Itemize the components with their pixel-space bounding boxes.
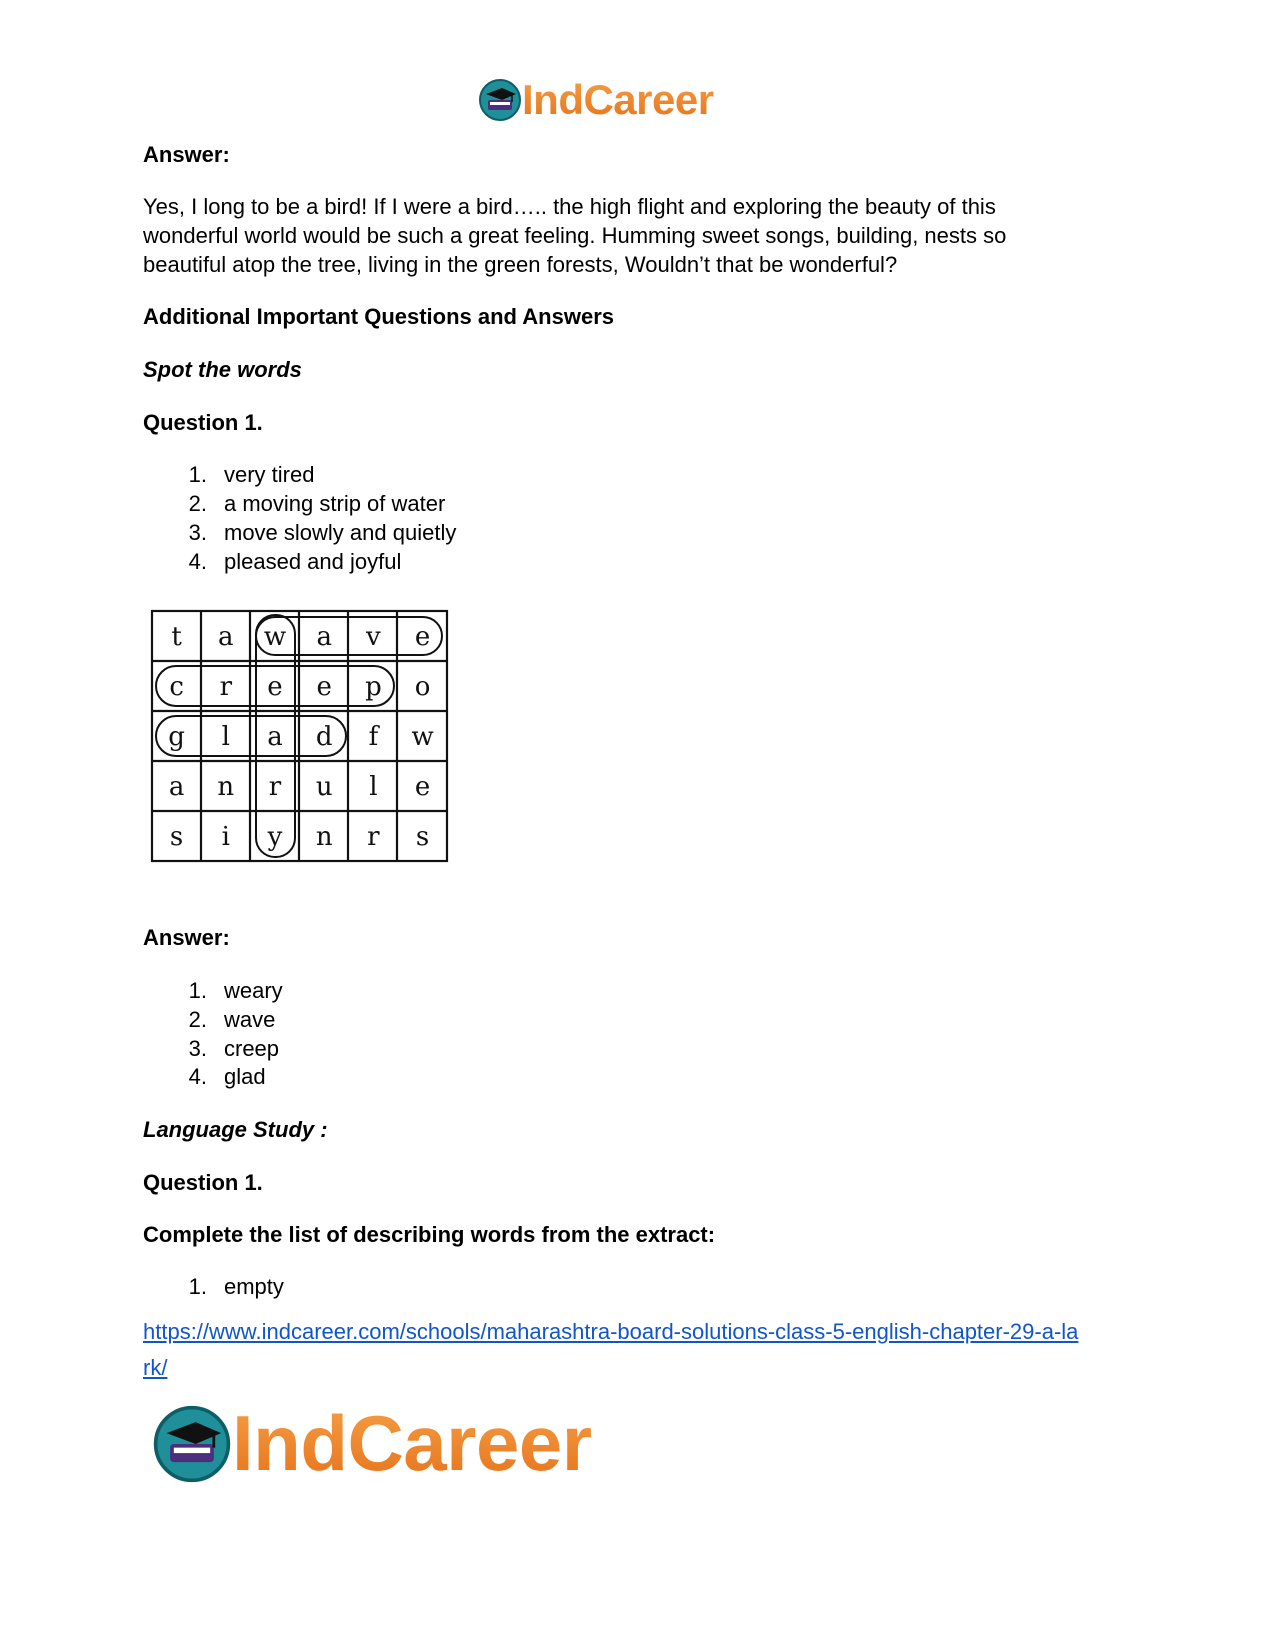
source-link-line: https://www.indcareer.com/schools/maharashtra-board-solutions-class-5-english-chapter-29-a-la bbox=[143, 1319, 1079, 1344]
list-number: 2. bbox=[188, 491, 207, 516]
list-number: 3. bbox=[188, 1036, 207, 1061]
list-number: 4. bbox=[188, 549, 207, 574]
puzzle-letter: t bbox=[171, 622, 182, 652]
puzzle-letter: a bbox=[168, 772, 185, 802]
paragraph-line: Yes, I long to be a bird! If I were a bird….. the high flight and exploring the beauty of this bbox=[143, 194, 996, 219]
list-item: very tired bbox=[224, 462, 315, 487]
puzzle-letter: o bbox=[414, 672, 431, 702]
globe-book-graduation-cap-icon bbox=[152, 1404, 232, 1484]
source-link[interactable] bbox=[143, 1314, 1078, 1386]
source-link-line: rk/ bbox=[143, 1355, 168, 1380]
puzzle-letter: g bbox=[168, 722, 185, 752]
list-number: 2. bbox=[188, 1007, 207, 1032]
puzzle-letter: r bbox=[268, 772, 282, 802]
paragraph-line: wonderful world would be such a great feeling. Humming sweet songs, building, nests so bbox=[143, 223, 1007, 248]
puzzle-letter: p bbox=[365, 672, 382, 702]
puzzle-letter: l bbox=[369, 772, 378, 802]
additional-heading: Additional Important Questions and Answers bbox=[143, 304, 615, 329]
puzzle-letter: w bbox=[263, 622, 287, 652]
puzzle-letter: f bbox=[368, 722, 379, 752]
puzzle-letter: y bbox=[267, 822, 283, 852]
puzzle-letter: c bbox=[169, 672, 184, 702]
puzzle-letter: e bbox=[414, 772, 431, 802]
list-number: 1. bbox=[188, 462, 207, 487]
answer-paragraph bbox=[143, 192, 1006, 279]
list-number: 1. bbox=[188, 978, 207, 1003]
header-logo bbox=[478, 76, 714, 124]
list-item: creep bbox=[224, 1036, 280, 1061]
question-label: Question 1. bbox=[143, 1170, 263, 1195]
puzzle-letter: s bbox=[169, 822, 184, 852]
footer-logo bbox=[152, 1398, 592, 1489]
list-item: weary bbox=[224, 978, 283, 1003]
puzzle-letter: a bbox=[218, 622, 234, 652]
language-heading: Language Study : bbox=[143, 1117, 328, 1142]
spot-heading: Spot the words bbox=[143, 357, 302, 382]
paragraph-line: beautiful atop the tree, living in the green forests, Wouldn’t that be wonderful? bbox=[143, 252, 898, 277]
puzzle-letter: n bbox=[315, 822, 333, 852]
question-label: Question 1. bbox=[143, 410, 263, 435]
list-item: a moving strip of water bbox=[224, 491, 446, 516]
puzzle-letter: v bbox=[366, 622, 381, 652]
puzzle-letter: l bbox=[221, 722, 230, 752]
puzzle-letter: r bbox=[367, 822, 380, 852]
list-item: wave bbox=[224, 1007, 276, 1032]
puzzle-letter: r bbox=[219, 672, 233, 702]
puzzle-letter: a bbox=[316, 622, 332, 652]
question-instruction: Complete the list of describing words from the extract: bbox=[143, 1222, 716, 1247]
puzzle-letter: s bbox=[415, 822, 430, 852]
list-item: pleased and joyful bbox=[224, 549, 402, 574]
puzzle-letter: e bbox=[316, 672, 332, 702]
puzzle-letter: n bbox=[217, 772, 235, 802]
list-item: glad bbox=[224, 1064, 266, 1089]
list-item: empty bbox=[224, 1274, 284, 1299]
list-item: move slowly and quietly bbox=[224, 520, 457, 545]
puzzle-letter: u bbox=[315, 772, 333, 802]
puzzle-letters bbox=[168, 622, 433, 852]
list-number: 3. bbox=[188, 520, 207, 545]
word-search-puzzle bbox=[148, 608, 452, 866]
puzzle-letter: a bbox=[267, 722, 283, 752]
puzzle-letter: w bbox=[411, 722, 434, 752]
globe-book-graduation-cap-icon bbox=[478, 78, 522, 122]
list-number: 4. bbox=[188, 1064, 207, 1089]
puzzle-letter: d bbox=[315, 722, 333, 752]
puzzle-letter: e bbox=[414, 622, 431, 652]
logo-text: IndCareer bbox=[522, 76, 714, 123]
puzzle-letter: e bbox=[267, 672, 283, 702]
puzzle-letter: i bbox=[221, 822, 230, 852]
answer-label: Answer: bbox=[143, 925, 230, 950]
list-number: 1. bbox=[188, 1274, 207, 1299]
logo-text: IndCareer bbox=[232, 1399, 592, 1487]
answer-label: Answer: bbox=[143, 142, 230, 167]
puzzle-grid-lines bbox=[152, 611, 447, 861]
